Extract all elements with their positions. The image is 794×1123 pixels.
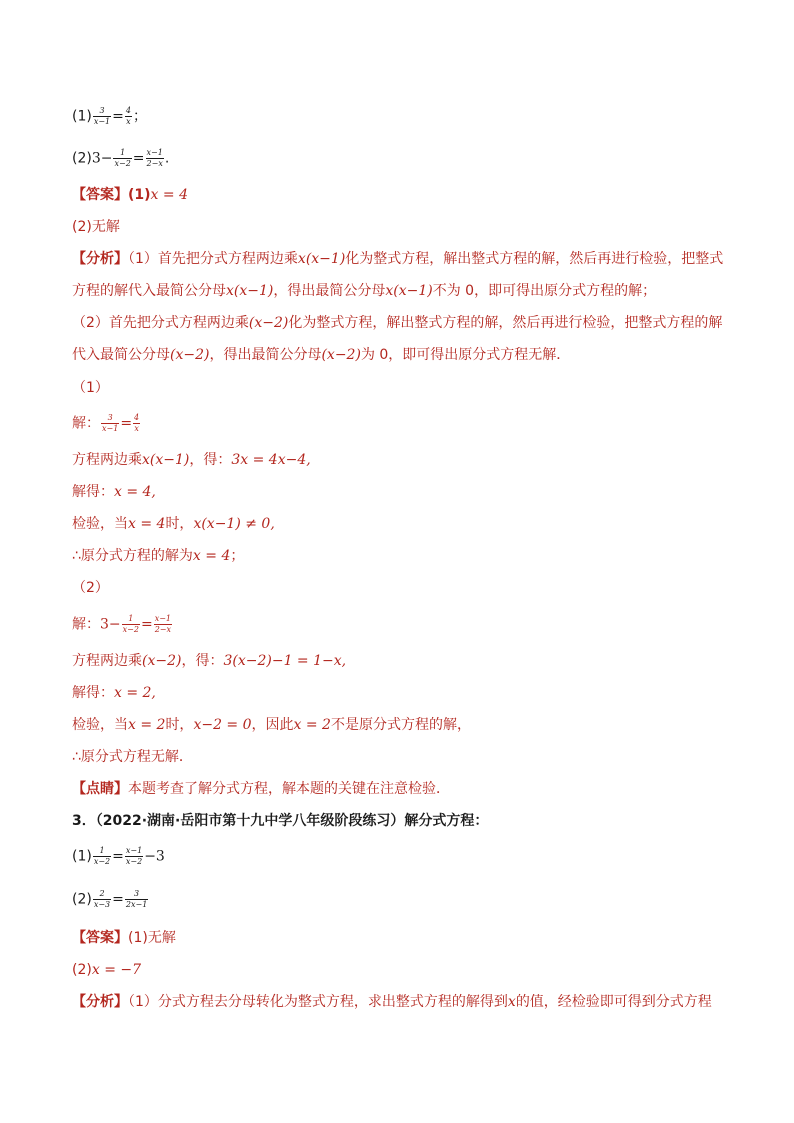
- part-label: (1): [72, 108, 92, 125]
- solution-2-label: （2）: [72, 580, 109, 596]
- analysis-line-4: 代入最简公分母(x−2)，得出最简公分母(x−2)为 0，即可得出原分式方程无解．: [72, 347, 571, 363]
- analysis-line-2: 方程的解代入最简公分母x(x−1)，得出最简公分母x(x−1)不为 0，即可得出原分式方程的解；: [72, 283, 657, 299]
- problem-2-part-1: (1) $\frac{3}{x-1}$ = $\frac{4}{x}$ ；: [72, 106, 147, 126]
- problem-3-part-1: (1) $\frac{1}{x-2}$ = $\frac{x-1}{x-2}$ −3: [72, 846, 165, 866]
- part-label: (2): [72, 150, 92, 167]
- fraction: $\frac{2}{x-3}$: [93, 889, 111, 909]
- fraction: $\frac{3}{x-1}$: [93, 106, 111, 126]
- solution-2-line-2: 方程两边乘(x−2)，得：3(x−2)−1 = 1−x,: [72, 653, 347, 669]
- fraction: $\frac{x-1}{x-2}$: [125, 846, 143, 866]
- fraction: $\frac{3}{x-1}$: [102, 413, 119, 433]
- solution-1-line-2: 方程两边乘x(x−1)，得：3x = 4x−4,: [72, 452, 311, 468]
- fraction: $\frac{1}{x-2}$: [93, 846, 111, 866]
- solution-1-line-4: 检验，当x = 4时，x(x−1) ≠ 0,: [72, 516, 275, 532]
- fraction: $\frac{3}{2x-1}$: [125, 889, 148, 909]
- comment-line: 【点睛】本题考查了解分式方程，解本题的关键在注意检验．: [72, 781, 450, 797]
- comment-tag: 【点睛】: [72, 781, 128, 797]
- analysis-tag: 【分析】: [72, 251, 128, 267]
- problem-2-part-2: (2)3− $\frac{1}{x-2}$ = $\frac{x-1}{2-x}$ .: [72, 148, 170, 168]
- fraction: $\frac{x-1}{2-x}$: [154, 614, 171, 634]
- solution-2-line-5: ∴原分式方程无解．: [72, 749, 193, 765]
- answer-tag: 【答案】: [72, 930, 128, 946]
- analysis-3-line-1: 【分析】（1）分式方程去分母转化为整式方程，求出整式方程的解得到x的值，经检验即可得到分式方程: [72, 994, 712, 1010]
- answer-line-2: (2)无解: [72, 219, 120, 235]
- fraction: $\frac{1}{x-2}$: [122, 614, 139, 634]
- answer-line-1: 【答案】(1)x = 4: [72, 187, 188, 203]
- solution-2-line-3: 解得：x = 2,: [72, 685, 156, 701]
- answer-3-line-2: (2)x = −7: [72, 962, 142, 978]
- fraction: $\frac{4}{x}$: [134, 413, 140, 433]
- problem-3-heading: 3．（2022·湖南·岳阳市第十九中学八年级阶段练习）解分式方程：: [72, 813, 489, 829]
- fraction: $\frac{1}{x-2}$: [114, 148, 131, 168]
- fraction: $\frac{x-1}{2-x}$: [146, 148, 163, 168]
- solution-1-line-5: ∴原分式方程的解为x = 4；: [72, 548, 245, 564]
- answer-3-line-1: 【答案】(1)无解: [72, 930, 176, 946]
- analysis-tag: 【分析】: [72, 994, 128, 1010]
- fraction: $\frac{4}{x}$: [125, 106, 131, 126]
- problem-3-part-2: (2) $\frac{2}{x-3}$ = $\frac{3}{2x-1}$: [72, 889, 148, 909]
- analysis-line-1: 【分析】（1）首先把分式方程两边乘x(x−1)化为整式方程，解出整式方程的解，然后再进行检验，把整式: [72, 251, 724, 267]
- solution-2-line-1: 解：3− $\frac{1}{x-2}$ = $\frac{x-1}{2-x}$: [72, 614, 171, 634]
- solution-1-line-1: 解： $\frac{3}{x-1}$ = $\frac{4}{x}$: [72, 413, 140, 433]
- solution-1-line-3: 解得：x = 4,: [72, 484, 156, 500]
- answer-tag: 【答案】: [72, 187, 128, 203]
- solution-2-line-4: 检验，当x = 2时，x−2 = 0，因此x = 2不是原分式方程的解，: [72, 717, 471, 733]
- solution-1-label: （1）: [72, 380, 109, 396]
- analysis-line-3: （2）首先把分式方程两边乘(x−2)化为整式方程，解出整式方程的解，然后再进行检验，把整式方程的解: [72, 315, 723, 331]
